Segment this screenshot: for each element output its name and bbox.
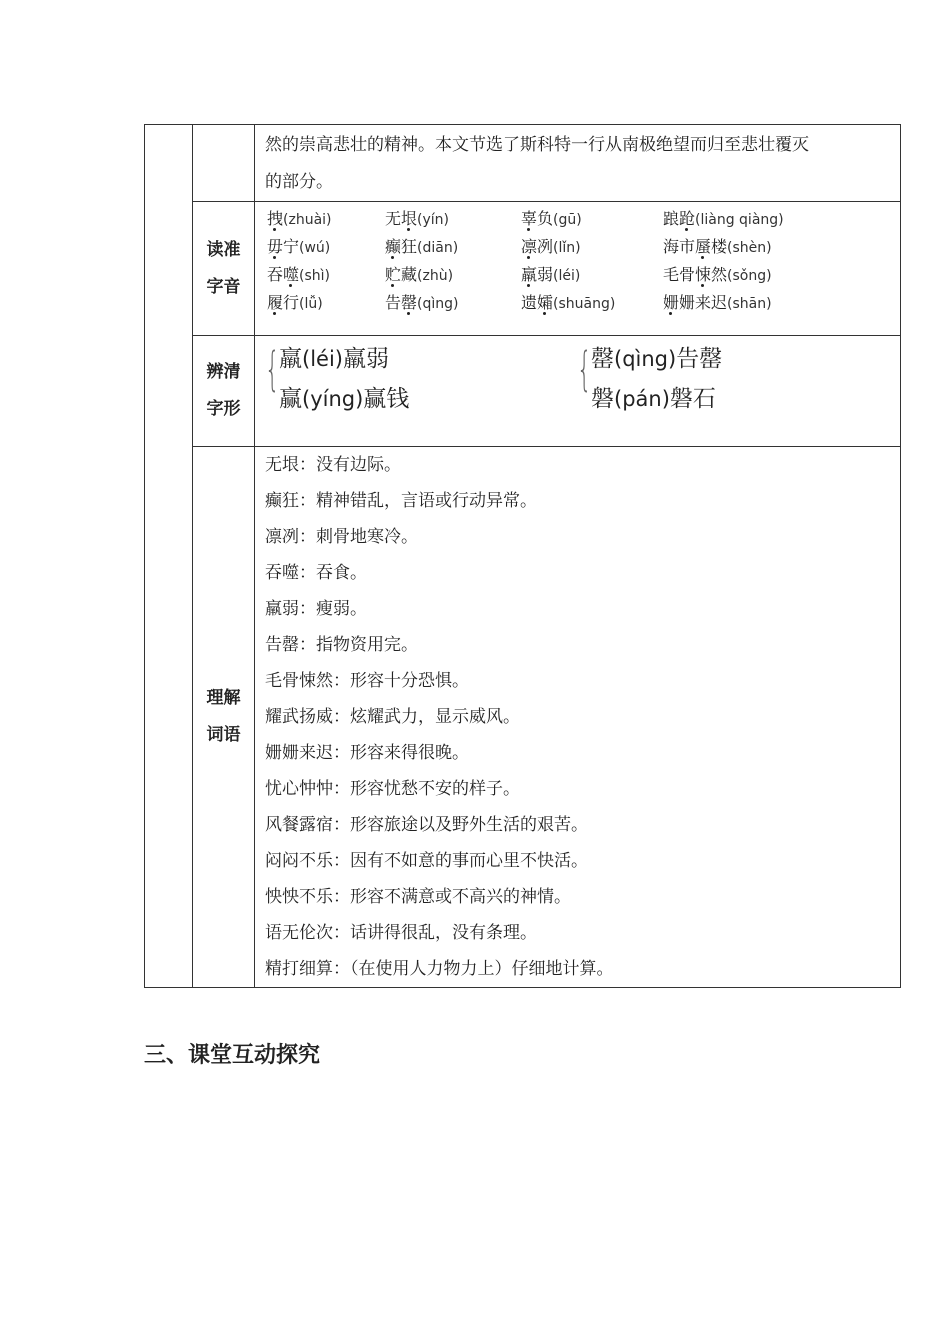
pronunciation-item — [385, 234, 458, 257]
pronunciation-item — [663, 206, 784, 229]
intro-line-1: 然的崇高悲壮的精神。本文节选了斯科特一行从南极绝望而归至悲壮覆灭 — [265, 135, 809, 155]
pronunciation-word: 拽 — [267, 209, 284, 228]
pronunciation-pinyin: (diān) — [417, 240, 459, 256]
pronunciation-word: 踉跄 — [663, 209, 696, 228]
pronunciation-pinyin: (sǒng) — [727, 268, 772, 284]
shape-pinyin: (léi) — [302, 347, 343, 371]
pronunciation-word: 贮藏 — [385, 265, 418, 284]
pronunciation-pinyin: (shì) — [299, 268, 330, 284]
emphasis-dot — [273, 256, 276, 259]
pronunciation-word: 凛冽 — [521, 237, 554, 256]
emphasis-dot — [543, 312, 546, 315]
shape-line — [279, 380, 409, 413]
pronunciation-word: 姗姗来迟 — [663, 293, 728, 312]
shape-pinyin: (yíng) — [302, 387, 364, 411]
pronunciation-word: 遗孀 — [521, 293, 554, 312]
pronunciation-item — [663, 290, 772, 313]
emphasis-dot — [527, 284, 530, 287]
pronunciation-pinyin: (shuāng) — [553, 296, 616, 312]
emphasis-dot — [289, 284, 292, 287]
pronunciation-word: 毋宁 — [267, 237, 300, 256]
shape-line — [279, 340, 389, 373]
shapes-label: 辨清 字形 — [193, 336, 255, 447]
left-margin-cell — [145, 125, 193, 988]
vocab-item: 癫狂：精神错乱，言语或行动异常。 — [265, 491, 537, 511]
intro-line-2: 的部分。 — [265, 172, 333, 192]
emphasis-dot — [685, 228, 688, 231]
intro-cell — [255, 125, 901, 202]
emphasis-dot — [407, 228, 410, 231]
emphasis-dot — [701, 284, 704, 287]
pronunciation-pinyin: (wú) — [299, 240, 331, 256]
shape-line — [591, 380, 716, 413]
vocab-item: 毛骨悚然：形容十分恐惧。 — [265, 671, 469, 691]
vocab-item: 羸弱：瘦弱。 — [265, 599, 367, 619]
pronunciation-item — [521, 262, 580, 285]
pronunciation-word: 羸弱 — [521, 265, 554, 284]
pronunciation-item — [267, 206, 332, 229]
pronunciation-item — [521, 290, 615, 313]
shape-char: 羸 — [279, 346, 302, 372]
pronunciation-item — [385, 290, 458, 313]
pronunciation-word: 吞噬 — [267, 265, 300, 284]
vocab-item: 凛冽：刺骨地寒冷。 — [265, 527, 418, 547]
pronunciation-word: 辜负 — [521, 209, 554, 228]
pronunciation-pinyin: (shèn) — [727, 240, 772, 256]
pronunciation-word: 毛骨悚然 — [663, 265, 728, 284]
pronunciation-item — [267, 234, 330, 257]
brace-icon: { — [577, 342, 592, 396]
vocab-item: 语无伦次：话讲得很乱，没有条理。 — [265, 923, 537, 943]
vocab-item: 耀武扬威：炫耀武力，显示威风。 — [265, 707, 520, 727]
emphasis-dot — [669, 312, 672, 315]
pronunciation-word: 癫狂 — [385, 237, 418, 256]
pronunciation-word: 海市蜃楼 — [663, 237, 728, 256]
vocab-item: 精打细算：（在使用人力物力上）仔细地计算。 — [265, 959, 614, 979]
pronunciation-word: 履行 — [267, 293, 300, 312]
brace-icon: { — [265, 342, 280, 396]
shape-char: 赢 — [279, 386, 302, 412]
vocab-item: 风餐露宿：形容旅途以及野外生活的艰苦。 — [265, 815, 588, 835]
vocab-item: 告罄：指物资用完。 — [265, 635, 418, 655]
pronunciation-item — [267, 290, 323, 313]
pronunciation-item — [521, 234, 581, 257]
pronunciation-pinyin: (yín) — [417, 212, 449, 228]
shape-word: 赢钱 — [363, 386, 410, 412]
pronunciation-pinyin: (lǚ) — [299, 296, 323, 312]
shape-word: 羸弱 — [342, 346, 389, 372]
pronunciation-word: 无垠 — [385, 209, 418, 228]
study-table — [144, 124, 901, 988]
pronunciation-pinyin: (zhuài) — [283, 212, 332, 228]
pronunciation-pinyin: (shān) — [727, 296, 772, 312]
intro-label-cell — [193, 125, 255, 202]
emphasis-dot — [407, 312, 410, 315]
shape-char: 磐 — [591, 386, 614, 412]
pronunciation-item — [663, 262, 772, 285]
section-title: 三、课堂互动探究 — [144, 1043, 321, 1068]
pronunciation-label: 读准 字音 — [193, 202, 255, 336]
pronunciation-item — [385, 206, 449, 229]
pronunciation-pinyin: (léi) — [553, 268, 581, 284]
shape-line — [591, 340, 722, 373]
shape-word: 磐石 — [669, 386, 716, 412]
vocab-cell — [255, 447, 901, 988]
pronunciation-item — [385, 262, 453, 285]
shape-pinyin: (pán) — [614, 387, 670, 411]
emphasis-dot — [391, 256, 394, 259]
pronunciation-word: 告罄 — [385, 293, 418, 312]
vocab-item: 怏怏不乐：形容不满意或不高兴的神情。 — [265, 887, 571, 907]
emphasis-dot — [701, 256, 704, 259]
pronunciation-pinyin: (gū) — [553, 212, 582, 228]
emphasis-dot — [273, 312, 276, 315]
emphasis-dot — [527, 256, 530, 259]
emphasis-dot — [391, 284, 394, 287]
pronunciation-item — [521, 206, 582, 229]
emphasis-dot — [273, 228, 276, 231]
pronunciation-pinyin: (lǐn) — [553, 240, 581, 256]
shapes-cell — [255, 336, 901, 447]
pronunciation-pinyin: (liàng qiàng) — [695, 212, 784, 228]
vocab-item: 无垠：没有边际。 — [265, 455, 401, 475]
vocab-item: 闷闷不乐：因有不如意的事而心里不快活。 — [265, 851, 588, 871]
pronunciation-item — [267, 262, 330, 285]
shape-word: 告罄 — [676, 346, 723, 372]
pronunciation-cell — [255, 202, 901, 336]
shape-char: 罄 — [591, 346, 614, 372]
vocab-item: 忧心忡忡：形容忧愁不安的样子。 — [265, 779, 520, 799]
pronunciation-item — [663, 234, 772, 257]
emphasis-dot — [527, 228, 530, 231]
shape-pinyin: (qìng) — [614, 347, 677, 371]
vocab-item: 吞噬：吞食。 — [265, 563, 367, 583]
vocab-item: 姗姗来迟：形容来得很晚。 — [265, 743, 469, 763]
pronunciation-pinyin: (qìng) — [417, 296, 459, 312]
pronunciation-pinyin: (zhù) — [417, 268, 454, 284]
vocab-label: 理解 词语 — [193, 447, 255, 988]
